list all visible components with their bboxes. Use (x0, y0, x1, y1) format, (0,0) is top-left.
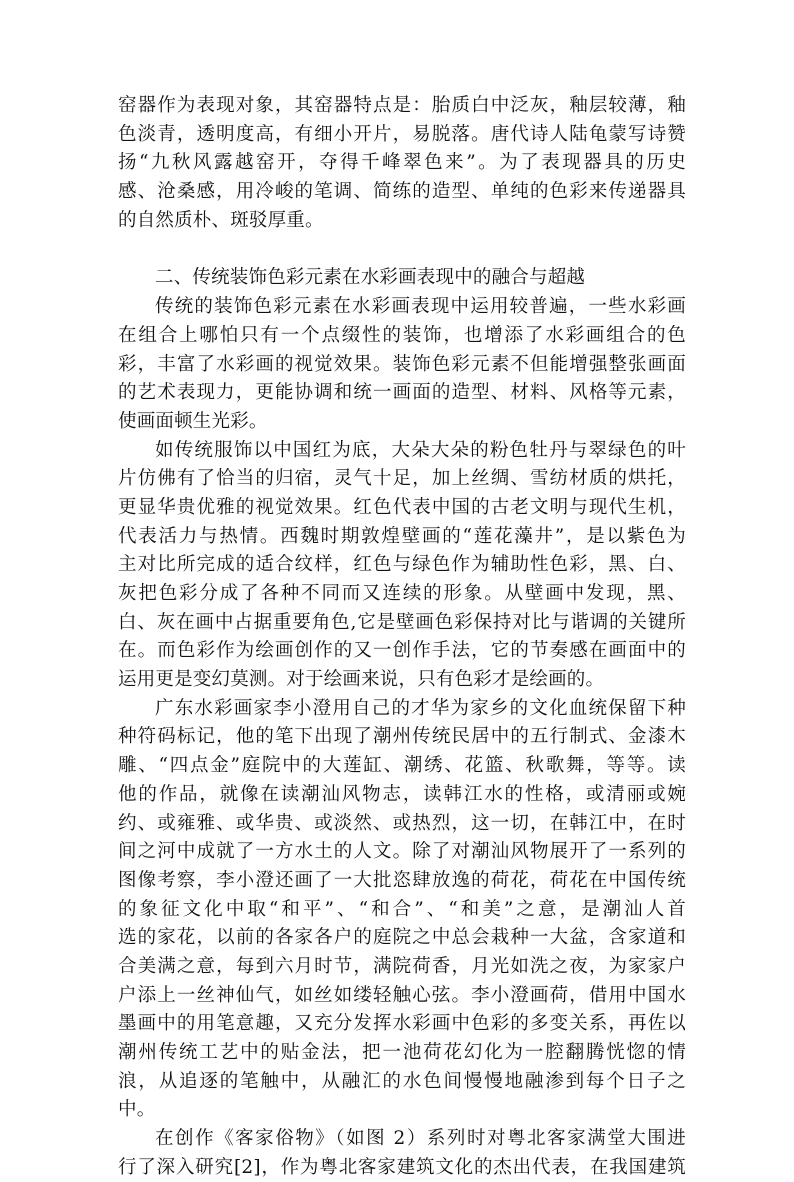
text-line: 白、灰在画中占据重要角色,它是壁画色彩保持对比与谐调的关键所 (118, 611, 686, 633)
text-line: 潮州传统工艺中的贴金法，把一池荷花幻化为一腔翻腾恍惚的情 (118, 1042, 686, 1063)
text-line: 的自然质朴、斑驳厚重。 (118, 209, 324, 231)
text-line: 广东水彩画家李小澄用自己的才华为家乡的文化血统保留下种 (155, 697, 686, 719)
text-line: 在。而色彩作为绘画创作的又一创作手法，它的节奏感在画面中的 (118, 640, 686, 662)
text-line: 如传统服饰以中国红为底，大朵大朵的粉色牡丹与翠绿色的叶 (155, 439, 686, 461)
text-line: 运用更是变幻莫测。对于绘画来说，只有色彩才是绘画的。 (118, 669, 605, 691)
text-line: 图像考察，李小澄还画了一大批恣肆放逸的荷花，荷花在中国传统 (118, 869, 686, 891)
text-line: 窑器作为表现对象，其窑器特点是：胎质白中泛灰，釉层较薄，釉 (118, 95, 686, 116)
text-line: 种符码标记，他的笔下出现了潮州传统民居中的五行制式、金漆木 (118, 726, 686, 748)
text-line: 行了深入研究[2]，作为粤北客家建筑文化的杰出代表，在我国建筑 (118, 1156, 686, 1178)
text-line: 间之河中成就了一方水土的人文。除了对潮汕风物展开了一系列的 (118, 841, 686, 863)
text-line: 主对比所完成的适合纹样，红色与绿色作为辅助性色彩，黑、白、 (118, 554, 686, 576)
text-line: 彩，丰富了水彩画的视觉效果。装饰色彩元素不但能增强整张画面 (118, 353, 686, 375)
text-line: 色淡青，透明度高，有细小开片，易脱落。唐代诗人陆龟蒙写诗赞 (118, 123, 686, 145)
text-line: 在创作《客家俗物》（如图 2）系列时对粤北客家满堂大围进 (155, 1128, 686, 1150)
text-line: 更显华贵优雅的视觉效果。红色代表中国的古老文明与现代生机， (118, 496, 686, 518)
text-line: 扬“九秋风露越窑开，夺得千峰翠色来”。为了表现器具的历史 (118, 152, 686, 174)
text-line: 的艺术表现力，更能协调和统一画面的造型、材料、风格等元素， (118, 382, 686, 404)
text-line: 的象征文化中取“和平”、“和合”、“和美”之意，是潮汕人首 (118, 898, 686, 920)
text-line: 中。 (118, 1099, 156, 1121)
text-line: 灰把色彩分成了各种不同而又连续的形象。从壁画中发现，黑、 (118, 583, 686, 604)
text-line: 雕、“四点金”庭院中的大莲缸、潮绣、花篮、秋歌舞，等等。读 (118, 755, 686, 777)
text-line: 墨画中的用笔意趣，又充分发挥水彩画中色彩的多变关系，再佐以 (118, 1013, 686, 1035)
text-line: 在组合上哪怕只有一个点缀性的装饰，也增添了水彩画组合的色 (118, 324, 686, 346)
text-line: 使画面顿生光彩。 (118, 410, 268, 432)
text-line: 代表活力与热情。西魏时期敦煌壁画的“莲花藻井”，是以紫色为 (118, 525, 686, 547)
section-heading: 二、传统装饰色彩元素在水彩画表现中的融合与超越 (155, 267, 586, 289)
text-line: 户添上一丝神仙气，如丝如缕轻触心弦。李小澄画荷，借用中国水 (118, 984, 686, 1006)
text-line: 约、或雍雅、或华贵、或淡然、或热烈，这一切，在韩江中，在时 (118, 812, 686, 834)
body-text (118, 92, 686, 1182)
text-line: 选的家花，以前的各家各户的庭院之中总会栽种一大盆，含家道和 (118, 927, 686, 949)
text-line: 感、沧桑感，用冷峻的笔调、简练的造型、单纯的色彩来传递器具 (118, 181, 686, 203)
text-line: 片仿佛有了恰当的归宿，灵气十足，加上丝绸、雪纺材质的烘托， (118, 468, 686, 490)
text-line: 合美满之意，每到六月时节，满院荷香，月光如洗之夜，为家家户 (118, 955, 686, 977)
text-line: 传统的装饰色彩元素在水彩画表现中运用较普遍，一些水彩画 (155, 296, 686, 318)
text-line: 他的作品，就像在读潮汕风物志，读韩江水的性格，或清丽或婉 (118, 783, 686, 805)
paragraph-gap (118, 235, 686, 264)
text-line: 浪，从追逐的笔触中，从融汇的水色间慢慢地融渗到每个日子之 (118, 1070, 686, 1092)
